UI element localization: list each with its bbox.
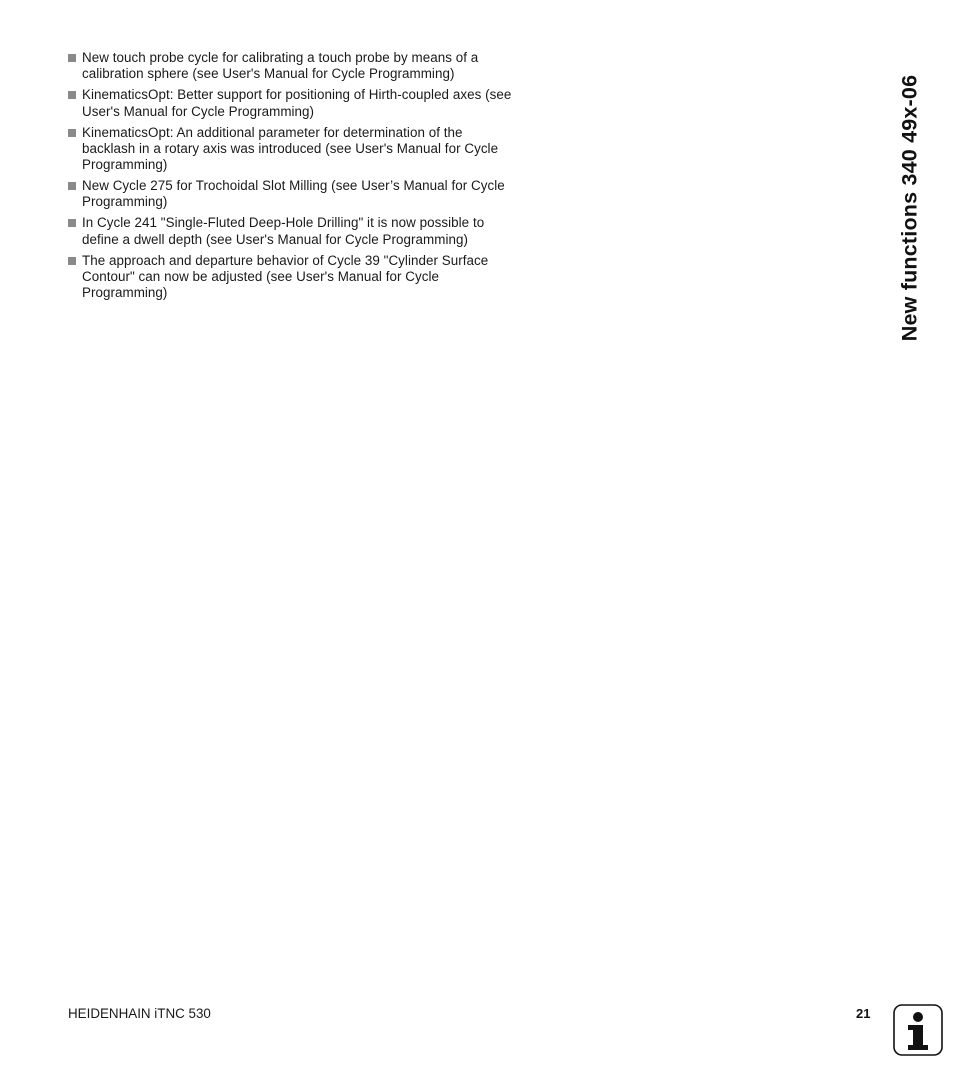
square-bullet-icon [68,54,76,62]
list-item [68,178,513,211]
list-item [68,215,513,248]
square-bullet-icon [68,257,76,265]
list-item-text: In Cycle 241 "Single-Fluted Deep-Hole Drilling" it is now possible to define a dwell depth (see User's Manual for Cycle Programming) [82,215,485,247]
list-item-text: KinematicsOpt: An additional parameter for determination of the backlash in a rotary axis was introduced (see User's Manual for Cycle Programming) [82,124,499,173]
list-item [68,87,513,120]
square-bullet-icon [68,182,76,190]
square-bullet-icon [68,91,76,99]
list-item [68,125,513,174]
list-item-text: KinematicsOpt: Better support for positioning of Hirth-coupled axes (see User's Manual for Cycle Programming) [82,87,512,119]
list-item [68,50,513,83]
info-icon [893,1004,943,1056]
section-side-title: New functions 340 49x-06 [897,74,922,342]
list-item-text: New Cycle 275 for Trochoidal Slot Milling (see User’s Manual for Cycle Programming) [82,178,505,210]
list-item-text: The approach and departure behavior of Cycle 39 "Cylinder Surface Contour" can now be adjusted (see User's Manual for Cycle Programming) [82,252,489,301]
square-bullet-icon [68,219,76,227]
list-item-text: New touch probe cycle for calibrating a touch probe by means of a calibration sphere (see User's Manual for Cycle Programming) [82,50,479,82]
list-item [68,253,513,302]
page-number: 21 [856,1006,871,1021]
footer-product-name: HEIDENHAIN iTNC 530 [68,1006,211,1021]
square-bullet-icon [68,129,76,137]
feature-list [68,50,513,306]
